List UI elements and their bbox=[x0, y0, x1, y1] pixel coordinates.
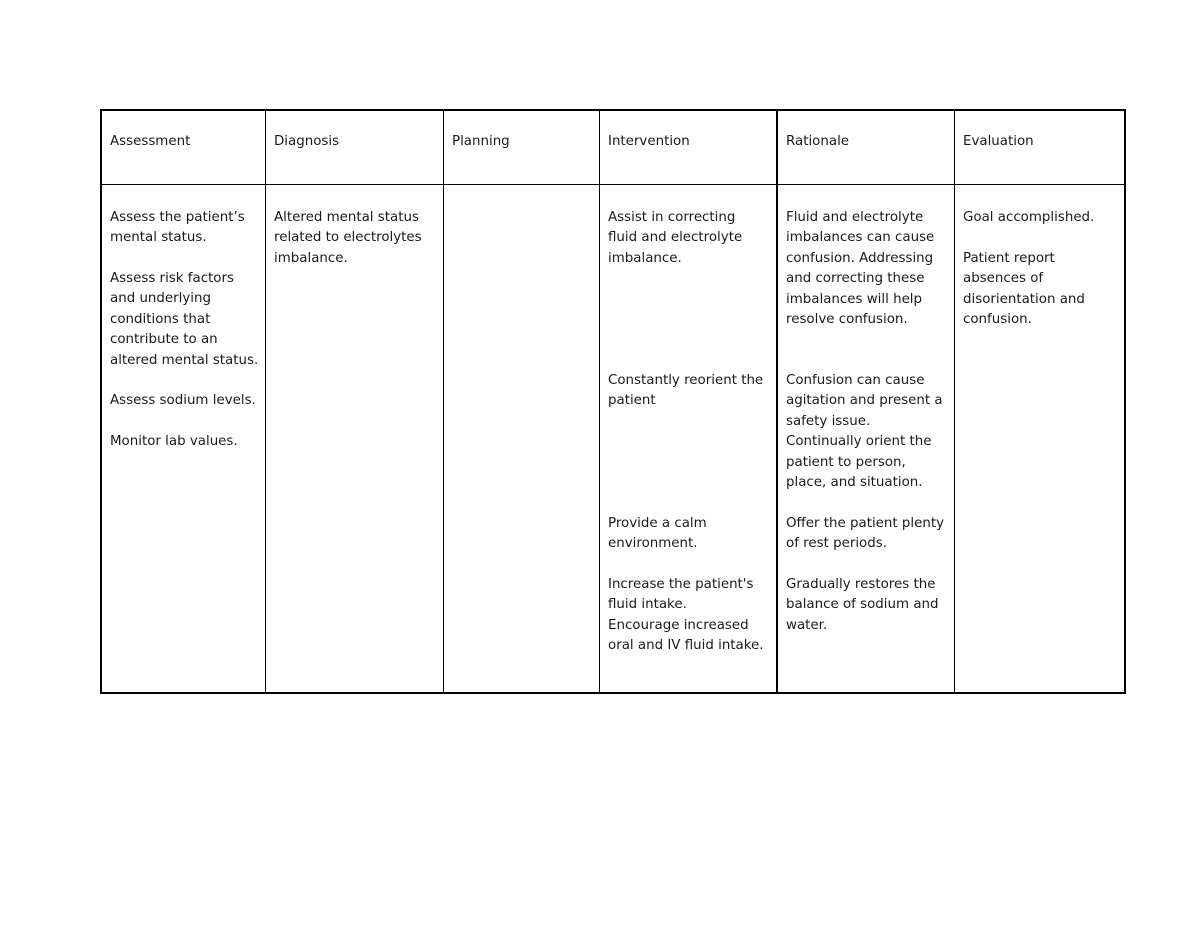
rationale-item: Fluid and electrolyte imbalances can cause confusion. Addressing and correcting these imbalances will help resolve confusion. bbox=[786, 210, 935, 328]
intervention-item: Constantly reorient the patient bbox=[608, 373, 764, 409]
intervention-cell bbox=[600, 185, 778, 692]
evaluation-item: Goal accomplished. bbox=[963, 210, 1095, 225]
evaluation-item: Patient report absences of disorientation and confusion. bbox=[963, 251, 1085, 328]
planning-cell bbox=[444, 185, 600, 692]
header-diagnosis: Diagnosis bbox=[266, 111, 444, 185]
evaluation-cell bbox=[955, 185, 1126, 692]
nursing-care-plan-table bbox=[100, 109, 1126, 694]
assessment-item: Assess the patient’s mental status. bbox=[110, 210, 245, 246]
rationale-item: Offer the patient plenty of rest periods. bbox=[786, 516, 945, 552]
intervention-item: Provide a calm environment. bbox=[608, 516, 707, 552]
assessment-item: Assess sodium levels. bbox=[110, 393, 256, 408]
header-evaluation: Evaluation bbox=[955, 111, 1126, 185]
diagnosis-cell bbox=[266, 185, 444, 692]
intervention-item: Assist in correcting fluid and electrolyte imbalance. bbox=[608, 210, 743, 266]
rationale-item: Confusion can cause agitation and present a safety issue. Continually orient the patient to person, place, and situation. bbox=[786, 373, 943, 491]
header-assessment: Assessment bbox=[102, 111, 266, 185]
header-planning: Planning bbox=[444, 111, 600, 185]
diagnosis-text: Altered mental status related to electrolytes imbalance. bbox=[274, 210, 422, 266]
assessment-cell bbox=[102, 185, 266, 692]
header-rationale: Rationale bbox=[778, 111, 955, 185]
rationale-cell bbox=[778, 185, 955, 692]
header-intervention: Intervention bbox=[600, 111, 778, 185]
intervention-item: Increase the patient's fluid intake. Encourage increased oral and IV fluid intake. bbox=[608, 577, 764, 654]
assessment-item: Monitor lab values. bbox=[110, 434, 238, 449]
rationale-item: Gradually restores the balance of sodium and water. bbox=[786, 577, 939, 633]
assessment-item: Assess risk factors and underlying conditions that contribute to an altered mental status. bbox=[110, 271, 259, 368]
